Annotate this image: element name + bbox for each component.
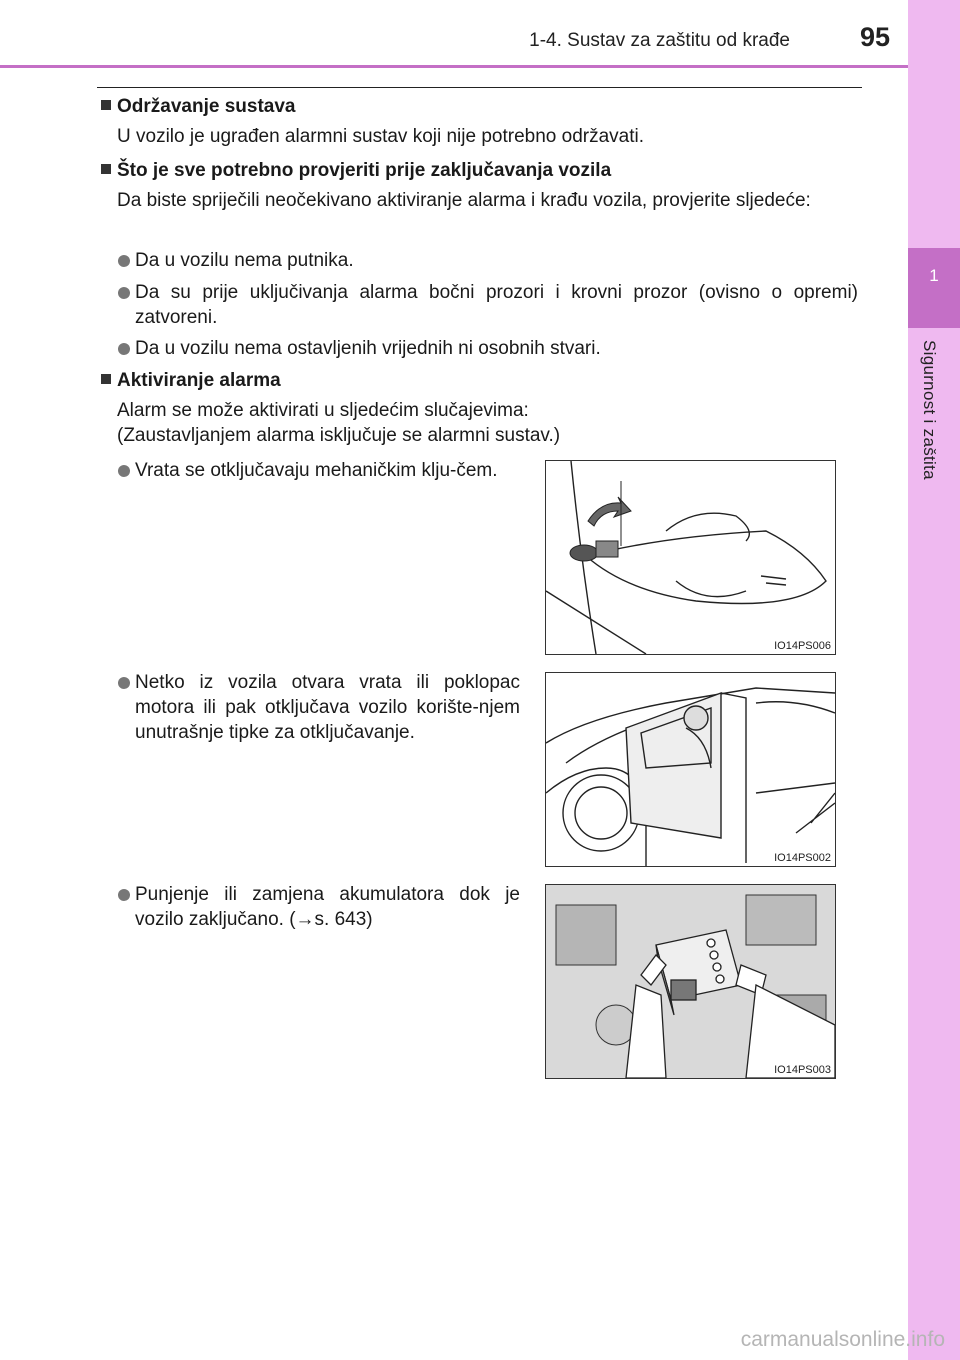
round-bullet-icon — [118, 889, 130, 901]
watermark: carmanualsonline.info — [740, 1328, 945, 1351]
list-item: Vrata se otključavaju mehaničkim klju-čem. — [118, 458, 520, 483]
header-rule — [0, 65, 960, 68]
round-bullet-icon — [118, 255, 130, 267]
figure-code: IO14PS002 — [774, 852, 831, 864]
figure-open-door — [545, 672, 836, 867]
door-key-illustration-icon — [546, 461, 835, 654]
figure-code: IO14PS003 — [774, 1064, 831, 1076]
side-tab-strip — [908, 0, 960, 1360]
section-heading-activation: Aktiviranje alarma — [101, 370, 281, 392]
chapter-number: 1 — [929, 266, 939, 285]
round-bullet-icon — [118, 343, 130, 355]
list-item: Da u vozilu nema ostavljenih vrijednih ni osobnih stvari. — [118, 336, 858, 361]
round-bullet-icon — [118, 677, 130, 689]
page-number: 95 — [859, 22, 890, 52]
square-bullet-icon — [101, 100, 111, 110]
section-text-activation-2: (Zaustavljanjem alarma isključuje se alarmni sustav.) — [117, 425, 561, 446]
list-item: Netko iz vozila otvara vrata ili poklopac motora ili pak otključava vozilo korište-njem unutrašnje tipke za otključavanje. — [118, 670, 520, 745]
section-heading-maintenance: Održavanje sustava — [101, 96, 295, 118]
square-bullet-icon — [101, 164, 111, 174]
chapter-label: Sigurnost i zaštita — [920, 340, 939, 480]
figure-battery — [545, 884, 836, 1079]
section-text-check: Da biste spriječili neočekivano aktiviranje alarma i krađu vozila, provjerite sljedeće: — [117, 190, 811, 211]
open-car-door-illustration-icon — [546, 673, 835, 866]
chapter-tab[interactable] — [908, 248, 960, 328]
section-text-maintenance: U vozilo je ugrađen alarmni sustav koji nije potrebno održavati. — [117, 126, 644, 147]
list-item: Da u vozilu nema putnika. — [118, 248, 858, 273]
round-bullet-icon — [118, 465, 130, 477]
figure-door-key — [545, 460, 836, 655]
square-bullet-icon — [101, 374, 111, 384]
battery-replacement-illustration-icon — [546, 885, 835, 1078]
section-title: 1-4. Sustav za zaštitu od krađe — [529, 30, 790, 51]
section-heading-check: Što je sve potrebno provjeriti prije zaključavanja vozila — [101, 160, 611, 182]
list-item: Punjenje ili zamjena akumulatora dok je vozilo zaključano. (→s. 643) — [118, 882, 520, 932]
list-item: Da su prije uključivanja alarma bočni prozori i krovni prozor (ovisno o opremi) zatvoreni. — [118, 280, 858, 330]
round-bullet-icon — [118, 287, 130, 299]
section-text-activation-1: Alarm se može aktivirati u sljedećim slučajevima: — [117, 400, 529, 421]
content-rule — [97, 87, 862, 88]
figure-code: IO14PS006 — [774, 640, 831, 652]
